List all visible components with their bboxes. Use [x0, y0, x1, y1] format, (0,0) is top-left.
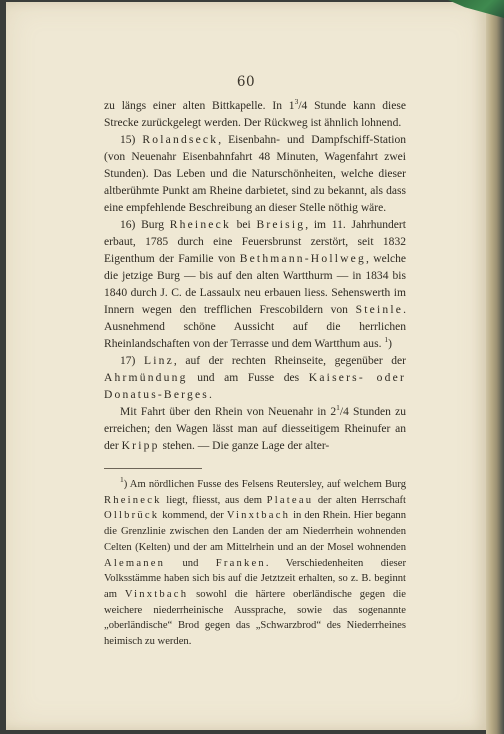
footnote-divider — [104, 468, 202, 469]
spaced-name: Rolandseck — [142, 134, 219, 146]
spaced-name: Breisig — [256, 219, 306, 231]
page-edge — [486, 0, 504, 734]
spaced-name: Ollbrück — [104, 510, 160, 522]
spaced-name: Kripp — [121, 440, 160, 452]
text-run: Mit Fahrt über den Rhein von Neuenahr in 2 — [120, 406, 337, 418]
text-run: bei — [230, 219, 257, 231]
text-run: , auf der rechten Rheinseite, gegenüber der — [173, 355, 406, 367]
spaced-name: Vinxtbach — [124, 588, 189, 600]
text-run: sowohl die härtere oberländische gegen die weichere niederrheinische Aussprache, sowie das sogenannte „oberländische“ Brod gegen das „Schwarzbrod“ des Niederrheines heimisch zu werden. — [104, 588, 406, 648]
superscript: 1 — [384, 335, 389, 344]
text-run: und — [165, 557, 216, 569]
body-paragraph — [104, 98, 406, 132]
text-run: in den Rhein. Hier begann die Grenzlinie zwischen den Landen der am Niederrhein wohnenden Celten (Kelten) und der am Mittelrhein und an der Mosel wohnenden — [104, 510, 406, 553]
text-run: , welche die jetzige Burg — bis auf den alten Wartthurm — in 1834 bis 1840 durch J. C. de Lassaulx neu erbauen liess. Sehenswerth im Innern wegen den trefflichen Frescobildern von — [104, 253, 406, 316]
spaced-name: Vinxtbach — [226, 510, 291, 522]
text-run: stehen. — Die ganze Lage der alter- — [159, 440, 330, 452]
text-run: /4 Stunden zu erreichen; den Wagen lässt man auf diesseitigem Rheinufer an der — [104, 406, 406, 452]
spaced-name: Franken — [215, 557, 266, 569]
body-paragraph — [104, 353, 406, 404]
text-run: liegt, fliesst, aus dem — [161, 494, 267, 506]
spaced-name: Kaisers- oder Donatus-Berges — [104, 372, 407, 401]
text-run: und am Fusse des — [187, 372, 309, 384]
spaced-name: Bethmann-Hollweg — [239, 253, 366, 265]
text-run: 15) — [120, 134, 143, 146]
text-run: ) — [388, 338, 392, 350]
spaced-name: Steinle — [355, 304, 404, 316]
spaced-name: Plateau — [266, 494, 314, 506]
body-text — [104, 98, 406, 455]
text-run: kommend, der — [159, 510, 227, 522]
spaced-name: Rheineck — [104, 494, 162, 506]
book-page — [6, 2, 486, 730]
text-run: zu längs einer alten Bittkapelle. In 1 — [104, 100, 295, 112]
superscript: 1 — [120, 475, 124, 484]
spaced-name: Linz — [143, 355, 174, 367]
body-paragraph — [104, 132, 406, 217]
body-paragraph — [104, 217, 406, 353]
page-number: 60 — [236, 74, 256, 90]
superscript: 3 — [294, 97, 299, 106]
text-run: , Eisenbahn- und Dampfschiff-Station (von Neuenahr Eisenbahnfahrt 48 Minuten, Wagenfahrt zwei Stunden). Das Leben und die Naturschönheiten, welche dieser altberühmte Punkt am Rheine darbietet, sind zu bekannt, als dass eine empfehlende Beschreibung an dieser Stelle nöthig wäre. — [104, 134, 406, 214]
spaced-name: Rheineck — [169, 219, 231, 231]
text-run: /4 Stunde kann diese Strecke zurückgelegt werden. Der Rückweg ist ähnlich lohnend. — [104, 100, 406, 129]
footnote-paragraph — [104, 477, 406, 650]
text-run: . — [209, 389, 212, 401]
text-run: . Ausnehmend schöne Aussicht auf die herrlichen Rheinlandschaften von der Terrasse und dem Wartthum aus. — [104, 304, 406, 350]
text-run: ) Am nördlichen Fusse des Felsens Reutersley, auf welchem Burg — [123, 479, 406, 490]
spaced-name: Alemanen — [104, 557, 166, 569]
text-run: 16) Burg — [120, 219, 170, 231]
superscript: 1 — [336, 403, 340, 412]
text-run: . Verschiedenheiten dieser Volksstämme haben sich bis auf die Jetztzeit erhalten, so z. B. beginnt am — [104, 557, 406, 600]
footnote-text — [104, 477, 406, 650]
text-run: , im 11. Jahrhundert erbaut, 1785 durch eine Feuersbrunst zerstört, seit 1832 Eigenthum der Familie von — [104, 219, 406, 265]
body-paragraph — [104, 404, 406, 455]
spaced-name: Ahrmündung — [104, 372, 188, 384]
text-run: der alten Herrschaft — [313, 494, 406, 506]
text-run: 17) — [120, 355, 144, 367]
